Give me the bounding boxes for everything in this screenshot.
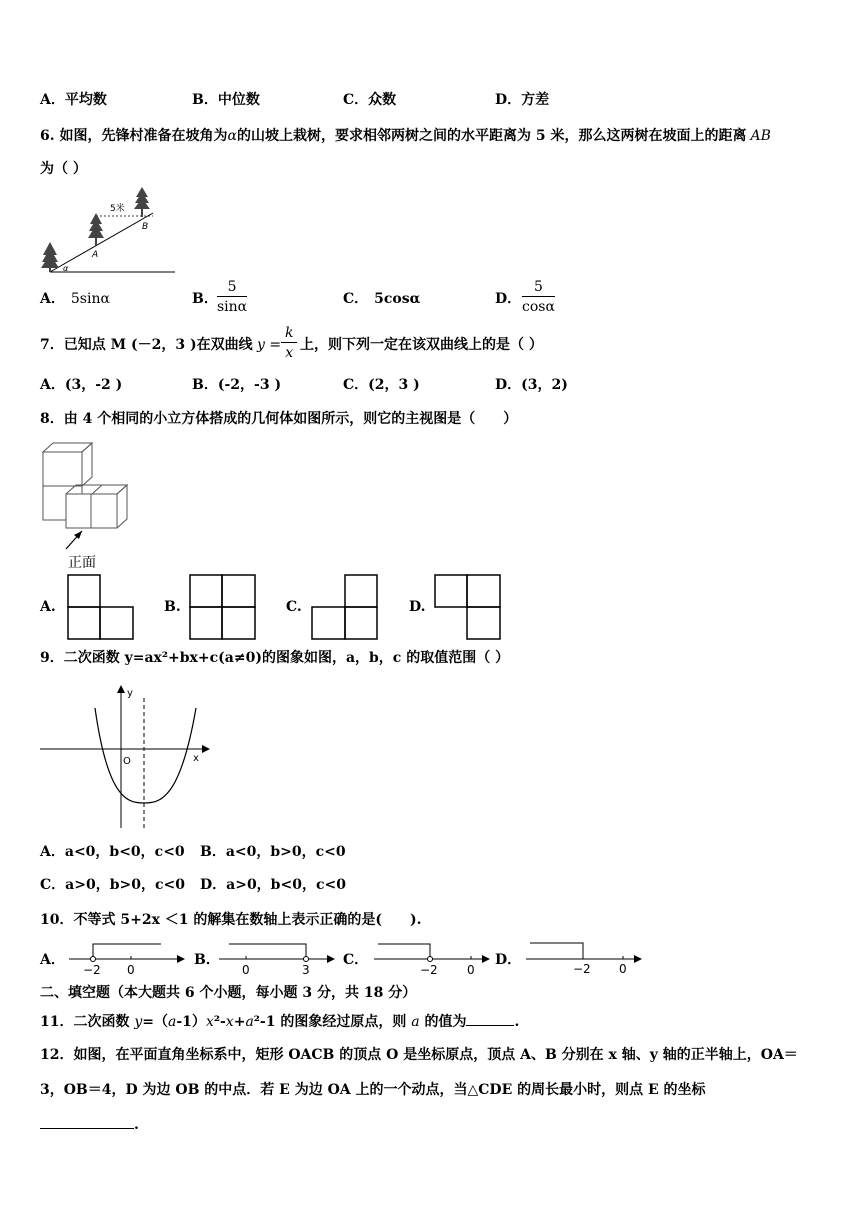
answer-blank[interactable] xyxy=(40,1128,134,1129)
q5-option-a xyxy=(40,91,107,109)
q10-option-d-numberline xyxy=(522,940,647,980)
q9-option-a xyxy=(40,843,185,861)
q12-answer-line xyxy=(40,1116,139,1134)
fraction-numerator: k xyxy=(281,324,297,343)
option-text: 5sinα xyxy=(70,291,110,307)
tree-icon xyxy=(88,213,104,246)
option-text: (2，3 ) xyxy=(368,377,420,393)
q7-equation-y: y = xyxy=(257,337,282,353)
option-letter: C． xyxy=(343,92,369,108)
front-view-label: 正面 xyxy=(68,555,96,571)
q10-option-c-numberline xyxy=(370,940,495,980)
fraction-numerator: 5 xyxy=(217,278,247,297)
option-text: 平均数 xyxy=(64,92,107,108)
q6-stem-part: 的山坡上栽树，要求相邻两树之间的水平距离为 5 米，那么这两树在坡面上的距离 xyxy=(236,128,747,144)
answer-blank[interactable] xyxy=(466,1025,514,1026)
tick-label: 0 xyxy=(242,963,250,977)
q11-text: ²- xyxy=(213,1014,226,1030)
q8-option-c-shape xyxy=(311,574,379,640)
q8-option-b-shape xyxy=(189,574,257,640)
q10-option-a-numberline xyxy=(65,940,190,980)
point-b-label: B xyxy=(142,222,149,232)
q8-stem: 8．由 4 个相同的小立方体搭成的几何体如图所示，则它的主视图是（ ） xyxy=(40,411,518,427)
tick-label: 0 xyxy=(467,963,475,977)
q10-option-d-letter: D． xyxy=(495,952,522,968)
q10-option-b-numberline xyxy=(215,940,340,980)
q6-option-b xyxy=(192,290,218,308)
q6-stem xyxy=(40,127,771,145)
parabola-figure xyxy=(38,680,218,830)
q12-stem-line2: 3，OB＝4，D 为边 OB 的中点．若 E 为边 OA 上的一个动点，当△CDE 的周长最小时，则点 E 的坐标 xyxy=(40,1082,706,1098)
option-letter: C． xyxy=(343,291,369,307)
option-text: 方差 xyxy=(521,92,550,108)
slope-figure xyxy=(38,185,178,277)
q11-text: 11．二次函数 xyxy=(40,1014,135,1030)
q11-text: -1） xyxy=(176,1014,206,1030)
option-text: 5cosα xyxy=(374,291,421,307)
q10-option-b-letter: B． xyxy=(194,952,220,968)
tick-label: −2 xyxy=(83,963,101,977)
q7-option-d xyxy=(495,376,568,394)
q6-option-c xyxy=(343,290,420,308)
q5-option-c xyxy=(343,91,396,109)
fraction-numerator: 5 xyxy=(522,278,555,297)
q11-text: . xyxy=(514,1014,520,1030)
tick-label: −2 xyxy=(420,963,438,977)
tree-icon xyxy=(41,242,59,272)
option-letter: A． xyxy=(40,92,65,108)
q6-stem-part: 6. 如图，先锋村准备在坡角为 xyxy=(40,128,228,144)
option-text: a>0，b<0，c<0 xyxy=(226,877,346,893)
ab-label: AB xyxy=(750,128,771,144)
q11-var: x xyxy=(225,1014,234,1030)
option-text: (3，-2 ) xyxy=(64,377,123,393)
option-letter: A． xyxy=(40,844,65,860)
q10-option-c-letter: C． xyxy=(343,952,369,968)
q8-option-b-letter: B. xyxy=(164,599,181,615)
q7-stem-part1: 7．已知点 M (－2，3 )在双曲线 xyxy=(40,337,253,353)
q11-var: x xyxy=(205,1014,214,1030)
distance-label: 5米 xyxy=(110,204,125,214)
q9-option-d xyxy=(200,876,346,894)
fraction-denominator: cosα xyxy=(522,299,555,315)
q7-option-c xyxy=(343,376,420,394)
option-letter: B． xyxy=(192,92,218,108)
q12-stem-line1: 12．如图，在平面直角坐标系中，矩形 OACB 的顶点 O 是坐标原点，顶点 A、B 分别在 x 轴、y 轴的正半轴上，OA＝ xyxy=(40,1047,798,1063)
q11-var: y xyxy=(134,1014,143,1030)
tick-label: −2 xyxy=(573,962,591,976)
option-letter: D． xyxy=(495,291,522,307)
option-letter: C． xyxy=(343,377,369,393)
option-text: (-2，-3 ) xyxy=(217,377,282,393)
fraction-denominator: sinα xyxy=(217,299,248,315)
q11-text: + xyxy=(233,1014,246,1030)
cube-figure xyxy=(38,437,130,569)
q9-option-b xyxy=(200,843,346,861)
option-letter: A． xyxy=(40,377,65,393)
q7-option-b xyxy=(192,376,281,394)
angle-label: α xyxy=(63,264,69,273)
option-text: 众数 xyxy=(368,92,397,108)
q11-stem xyxy=(40,1013,519,1031)
q12-text: . xyxy=(134,1117,139,1133)
q7-fraction xyxy=(281,324,297,363)
q8-option-a-shape xyxy=(67,574,135,640)
tick-label: 0 xyxy=(127,963,135,977)
q9-option-c xyxy=(40,876,185,894)
q11-var: a xyxy=(411,1014,420,1030)
q8-option-a-letter: A. xyxy=(40,599,56,615)
q8-option-d-shape xyxy=(434,574,502,640)
tree-icon xyxy=(134,187,150,217)
option-text: a<0，b<0，c<0 xyxy=(64,844,185,860)
option-text: 中位数 xyxy=(217,92,260,108)
option-letter: A． xyxy=(40,291,65,307)
q7-stem-part2: 上，则下列一定在该双曲线上的是（ ） xyxy=(300,337,543,353)
section-heading: 二、填空题（本大题共 6 个小题，每小题 3 分，共 18 分） xyxy=(40,985,417,1001)
option-letter: B． xyxy=(200,844,226,860)
q6-option-d xyxy=(495,290,521,308)
q6-stem-end: 为（ ） xyxy=(40,161,87,177)
option-text: a>0，b>0，c<0 xyxy=(65,877,185,893)
q9-stem: 9．二次函数 y=ax²+bx+c(a≠0)的图象如图，a，b，c 的取值范围（ ） xyxy=(40,650,510,666)
q11-var: a xyxy=(245,1014,254,1030)
q11-text: 的值为 xyxy=(419,1014,467,1030)
option-text: a<0，b>0，c<0 xyxy=(225,844,346,860)
tick-label: 3 xyxy=(302,963,310,977)
q10-option-a-letter: A． xyxy=(40,952,65,968)
q11-text: ²-1 的图象经过原点，则 xyxy=(253,1014,412,1030)
option-letter: D． xyxy=(200,877,227,893)
option-letter: C． xyxy=(40,877,66,893)
q8-option-c-letter: C. xyxy=(286,599,302,615)
q6-option-a xyxy=(40,290,110,308)
fraction-denominator: x xyxy=(285,345,294,361)
point-a-label: A xyxy=(92,250,99,260)
tick-label: 0 xyxy=(619,962,627,976)
q6-option-d-fraction xyxy=(522,278,555,317)
origin-label: O xyxy=(123,756,131,767)
option-letter: D． xyxy=(495,92,522,108)
option-letter: D． xyxy=(495,377,522,393)
option-letter: B． xyxy=(192,291,218,307)
q11-var: a xyxy=(168,1014,177,1030)
q10-stem: 10．不等式 5+2x ＜1 的解集在数轴上表示正确的是( ). xyxy=(40,912,422,928)
q7-option-a xyxy=(40,376,122,394)
alpha-symbol: α xyxy=(227,128,237,144)
y-axis-label: y xyxy=(127,688,133,699)
q6-option-b-fraction xyxy=(217,278,247,317)
q11-text: =（ xyxy=(142,1014,169,1030)
q5-option-b xyxy=(192,91,260,109)
x-axis-label: x xyxy=(193,753,199,764)
q8-option-d-letter: D. xyxy=(409,599,426,615)
option-letter: B． xyxy=(192,377,218,393)
option-text: (3，2) xyxy=(521,377,568,393)
q5-option-d xyxy=(495,91,549,109)
